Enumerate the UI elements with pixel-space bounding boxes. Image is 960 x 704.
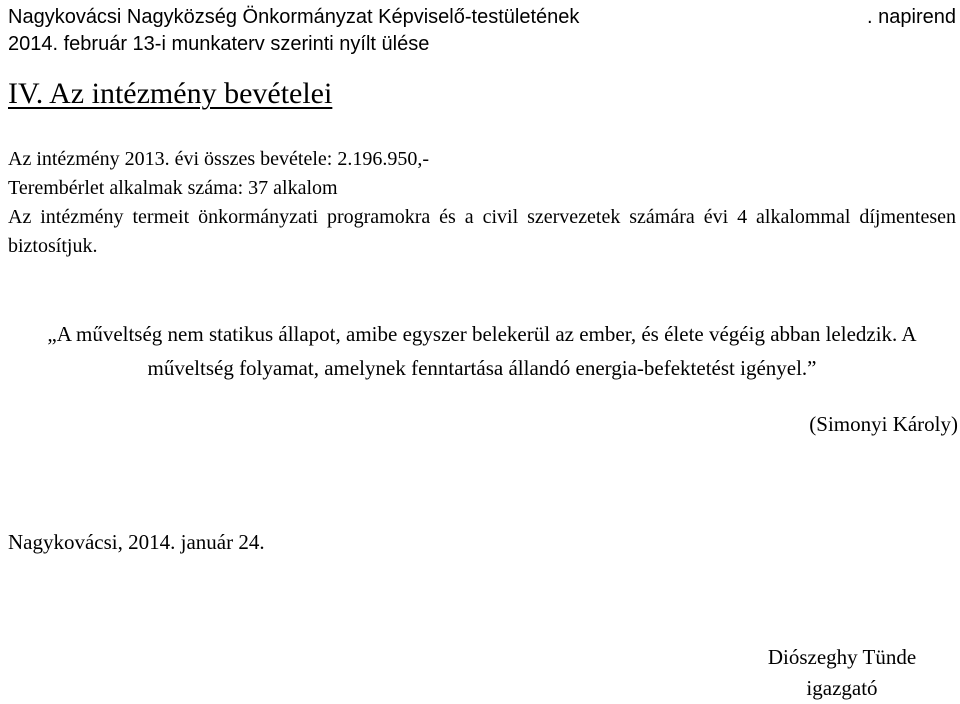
quote-author: (Simonyi Károly) — [809, 412, 958, 436]
header-agenda-item: . napirend — [867, 6, 956, 28]
header-row-1 — [8, 4, 956, 31]
quote-block — [8, 317, 956, 385]
place-date: Nagykovácsi, 2014. január 24. — [8, 530, 265, 554]
rooms-paragraph: Az intézmény termeit önkormányzati programokra és a civil szervezetek számára évi 4 alkalommal díjmentesen biztosítjuk. — [8, 206, 956, 257]
signatory-name: Diószeghy Tünde — [767, 645, 917, 669]
header-council-title: Nagykovácsi Nagyközség Önkormányzat Képviselő-testületének — [8, 6, 580, 28]
signature-block — [752, 642, 932, 704]
document-header — [8, 4, 956, 58]
revenue-line: Az intézmény 2013. évi összes bevétele: 2.196.950,- — [8, 148, 429, 170]
header-meeting-date: 2014. február 13-i munkaterv szerinti nyílt ülése — [8, 33, 430, 55]
header-row-2 — [8, 31, 956, 58]
rental-count-line: Terembérlet alkalmak száma: 37 alkalom — [8, 177, 338, 199]
quote-text: „A műveltség nem statikus állapot, amibe egyszer belekerül az ember, és élete végéig abban leledzik. A műveltség folyamat, amelynek fenntartása állandó energia-befektetést igényel.” — [47, 322, 917, 380]
signatory-title: igazgató — [806, 676, 878, 700]
section-title: IV. Az intézmény bevételei — [8, 77, 333, 110]
document-body — [8, 145, 956, 261]
